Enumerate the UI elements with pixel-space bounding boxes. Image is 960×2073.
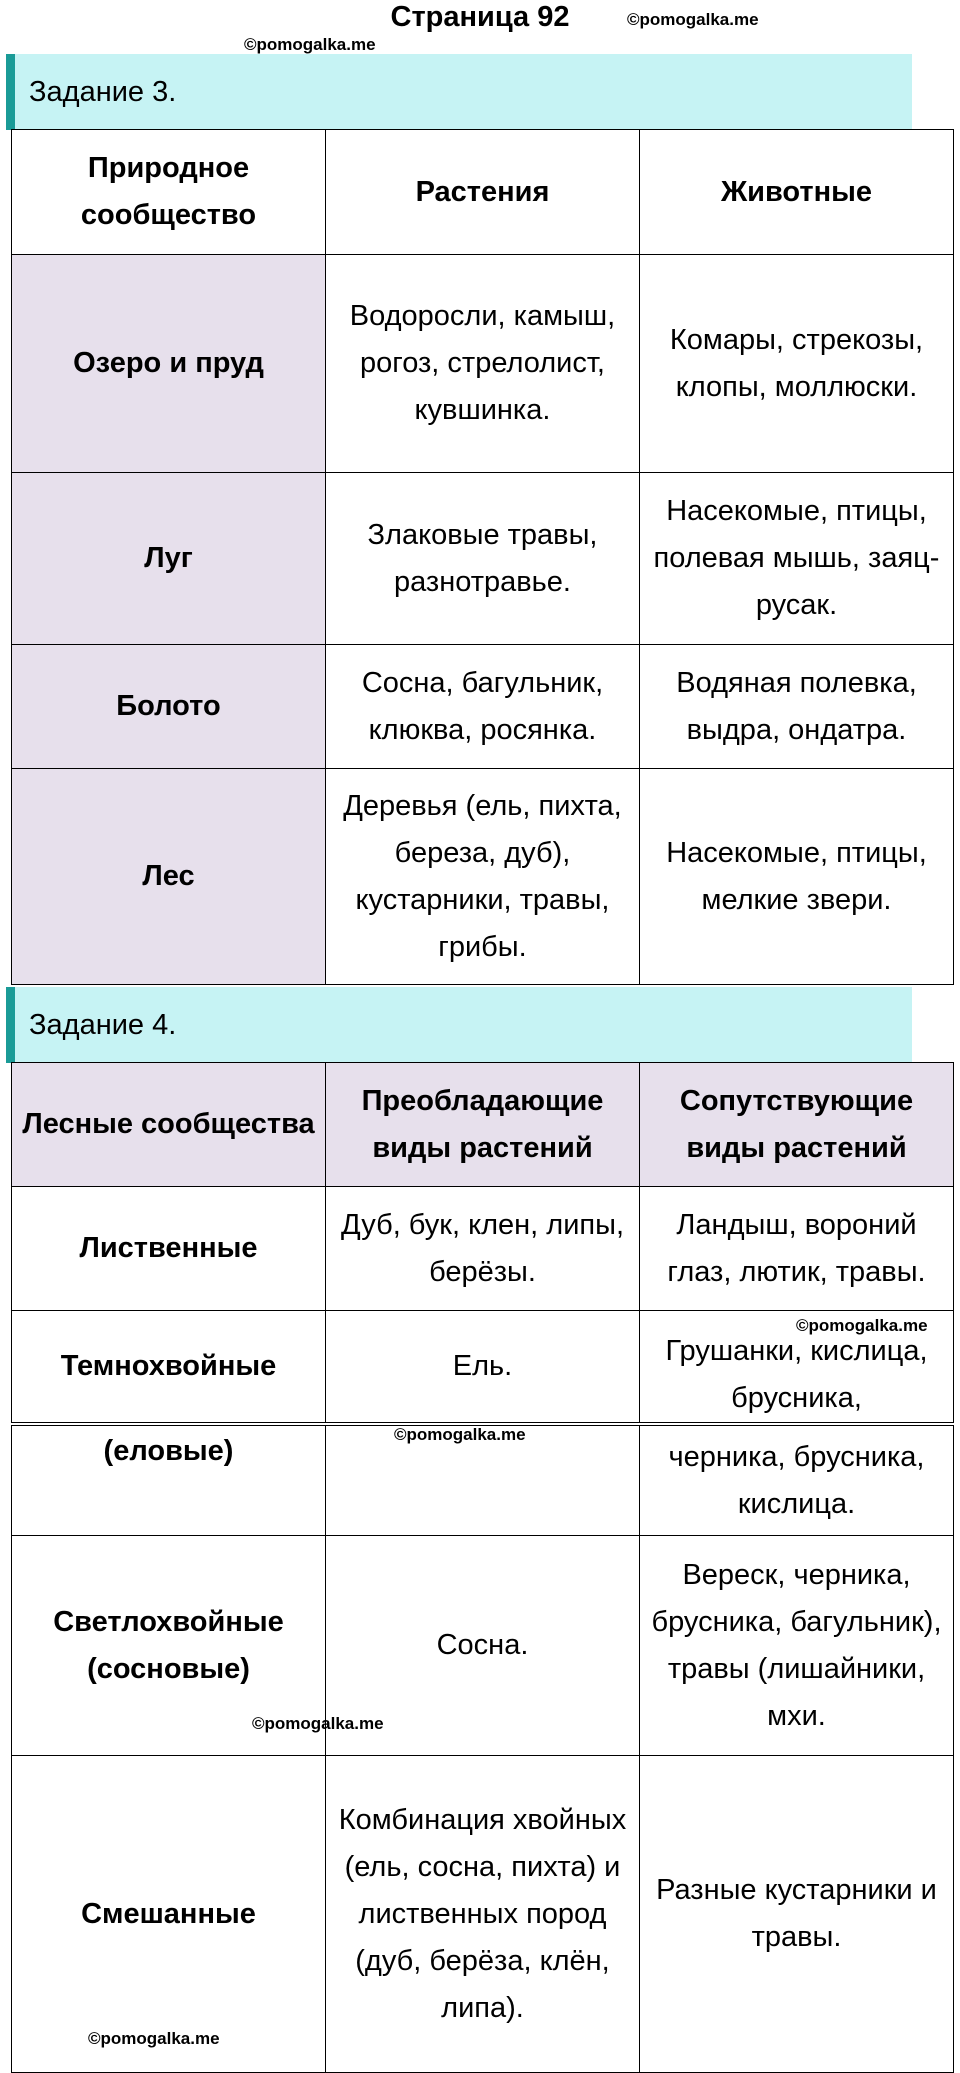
table-row <box>12 769 954 985</box>
forest-cell: (еловые) <box>12 1426 326 1536</box>
task3-table <box>11 129 954 985</box>
header-cell-forest: Лесные сообщества <box>12 1063 326 1187</box>
watermark: ©pomogalka.me <box>627 10 759 29</box>
task4-table-continued <box>11 1425 954 2073</box>
animals-cell: Водяная полевка, выдра, ондатра. <box>640 645 954 769</box>
accompanying-cell: черника, брусника, кислица. <box>640 1426 954 1536</box>
table-row <box>12 1536 954 1756</box>
header-cell-plants: Растения <box>326 130 640 255</box>
accompanying-cell: Вереск, черника, брусника, багульник), травы (лишайники, мхи. <box>640 1536 954 1756</box>
animals-cell: Комары, стрекозы, клопы, моллюски. <box>640 255 954 473</box>
community-cell: Лес <box>12 769 326 985</box>
accompanying-cell: Разные кустарники и травы. <box>640 1756 954 2073</box>
table-header-row <box>12 130 954 255</box>
dominant-cell: Сосна. <box>326 1536 640 1756</box>
dominant-cell: Ель. <box>326 1311 640 1423</box>
table-row <box>12 255 954 473</box>
dominant-cell: Комбинация хвойных (ель, сосна, пихта) и лиственных пород (дуб, берёза, клён, липа). <box>326 1756 640 2073</box>
plants-cell: Водоросли, камыш, рогоз, стрелолист, кувшинка. <box>326 255 640 473</box>
watermark: ©pomogalka.me <box>88 2029 220 2048</box>
forest-cell: Темнохвойные <box>12 1311 326 1423</box>
animals-cell: Насекомые, птицы, полевая мышь, заяц-русак. <box>640 473 954 645</box>
dominant-cell: Дуб, бук, клен, липы, берёзы. <box>326 1187 640 1311</box>
task3-heading: Задание 3. <box>29 76 177 108</box>
header-cell-animals: Животные <box>640 130 954 255</box>
plants-cell: Злаковые травы, разнотравье. <box>326 473 640 645</box>
task4-heading-banner <box>6 987 912 1063</box>
table-header-row <box>12 1063 954 1187</box>
watermark: ©pomogalka.me <box>244 35 376 54</box>
watermark: ©pomogalka.me <box>252 1714 384 1733</box>
table-row <box>12 1187 954 1311</box>
table-row <box>12 645 954 769</box>
forest-cell: Смешанные <box>12 1756 326 2073</box>
community-cell: Луг <box>12 473 326 645</box>
animals-cell: Насекомые, птицы, мелкие звери. <box>640 769 954 985</box>
accompanying-cell: Грушанки, кислица, брусника, <box>640 1311 954 1423</box>
community-cell: Болото <box>12 645 326 769</box>
community-cell: Озеро и пруд <box>12 255 326 473</box>
plants-cell: Сосна, багульник, клюква, росянка. <box>326 645 640 769</box>
page-title: Страница 92 <box>390 1 570 33</box>
forest-cell: Светлохвойные (сосновые) <box>12 1536 326 1756</box>
task3-heading-banner <box>6 54 912 130</box>
task4-table <box>11 1062 954 1423</box>
accompanying-cell: Ландыш, вороний глаз, лютик, травы. <box>640 1187 954 1311</box>
plants-cell: Деревья (ель, пихта, береза, дуб), кустарники, травы, грибы. <box>326 769 640 985</box>
table-row <box>12 1756 954 2073</box>
table-row <box>12 473 954 645</box>
header-cell-community: Природное сообщество <box>12 130 326 255</box>
forest-cell: Лиственные <box>12 1187 326 1311</box>
watermark: ©pomogalka.me <box>394 1425 526 1444</box>
task4-heading: Задание 4. <box>29 1009 177 1041</box>
header-cell-dominant: Преобладающие виды растений <box>326 1063 640 1187</box>
header-cell-accompanying: Сопутствующие виды растений <box>640 1063 954 1187</box>
watermark: ©pomogalka.me <box>796 1316 928 1335</box>
